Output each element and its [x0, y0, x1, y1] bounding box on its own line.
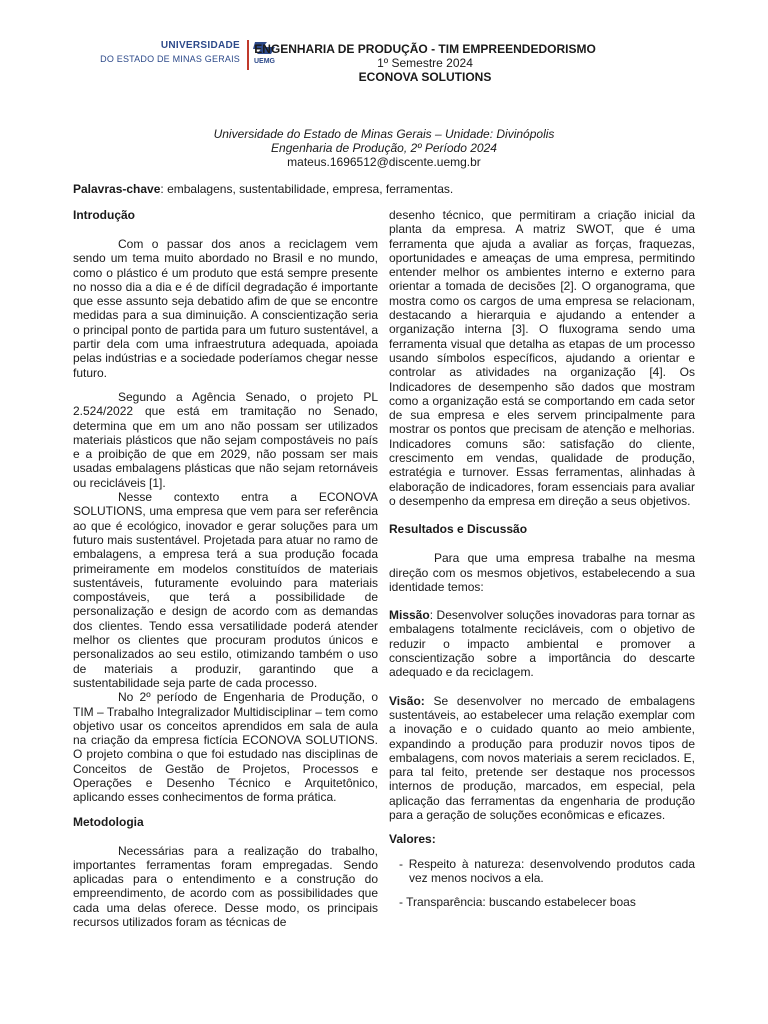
intro-heading: Introdução: [73, 208, 135, 222]
intro-paragraph-3: Nesse contexto entra a ECONOVA SOLUTIONS, uma empresa que vem para ser referência ao que é ecológico, inovador e gerar soluções para um futuro mais sustentável. Projetada para atuar no ramo de embalagens, a empresa terá a sua produção focada primeiramente em modelos constituídos de materiais sustentáveis, futuramente evoluindo para materiais compostáveis, que terá a possibilidade de personalização e design de acordo com as demandas dos clientes. Tendo essa versatilidade poderá atender melhor os clientes que procuram produtos únicos e personalizados ao seu estilo, otimizando também o uso de materiais a produzir, garantindo que a sustentabilidade seja parte de cada processo.: [73, 490, 378, 690]
intro-paragraph-1: Com o passar dos anos a reciclagem vem sendo um tema muito abordado no Brasil e no mundo, como o plástico é um produto que está sempre presente no nosso dia a dia e é de difícil degradação é importante que esse assunto seja debatido afim de que se encontre medidas para a sua diminuição. A conscientização seria o principal ponto de partida para um futuro sustentável, a partir dela com uma infraestrutura adequada, apoiada pelas indústrias e a sociedade poderíamos chegar nesse futuro.: [73, 237, 378, 380]
results-paragraph-1: Para que uma empresa trabalhe na mesma direção com os mesmos objetivos, estabelecendo a sua identidade temos:: [389, 551, 695, 594]
mission-statement: [389, 608, 695, 679]
vision-text: Se desenvolver no mercado de embalagens sustentáveis, ao estabelecer uma relação exemplar com a inovação e o cuidado quanto ao meio ambiente, expandindo a produção para produzir novos tipos de embalagens, com novos materiais a serem reciclados. E, para tal feito, pretende ser destaque nos processos internos de produção, marcados, em especial, pela aplicação das ferramentas da engenharia de produção para a geração de soluções econômicas e eficazes.: [389, 693, 695, 822]
method-paragraph-1-continued: desenho técnico, que permitiram a criação inicial da planta da empresa. A matriz SWOT, que é uma ferramenta que ajuda a avaliar as forças, fraquezas, oportunidades e ameaças de uma empresa, permitindo entender melhor os ambientes interno e externo para orientar a tomada de decisões [2]. O organograma, que mostra como os cargos de uma empresa se relacionam, destacando a hierarquia e ajudando a entender a organização interna [3]. O fluxograma sendo uma ferramenta visual que detalha as etapas de um processo usando símbolos específicos, ajudando a orientar e controlar as atividades na organização [4]. Os Indicadores de desempenho são dados que mostram como a organização está se comportando em cada setor de sua empresa e eles servem principalmente para mostrar os pontos que precisam de atenção e melhorias. Indicadores comuns são: satisfação do cliente, crescimento em vendas, qualidade de produção, estratégia e turnover. Essas ferramentas, alinhadas à elaboração de indicadores, foram essenciais para avaliar o desempenho da empresa em direção a seus objetivos.: [389, 208, 695, 508]
institution: Universidade do Estado de Minas Gerais – Unidade: Divinópolis: [213, 127, 555, 141]
values-label: Valores:: [389, 832, 436, 847]
logo-line-2: DO ESTADO DE MINAS GERAIS: [100, 54, 240, 64]
vision-label: Visão:: [389, 693, 425, 708]
keywords-text: : embalagens, sustentabilidade, empresa, ferramentas.: [160, 182, 454, 196]
header-titles: [245, 42, 605, 84]
emblem-text: UEMG: [254, 58, 275, 65]
logo-line-1: UNIVERSIDADE: [160, 40, 240, 51]
mission-label: Missão: [389, 608, 430, 623]
value-item-1: - Respeito à natureza: desenvolvendo produtos cada vez menos nocivos a ela.: [399, 856, 695, 885]
results-heading: Resultados e Discussão: [389, 522, 528, 537]
author-block: [120, 127, 648, 169]
university-logo: [50, 40, 240, 74]
intro-paragraph-4: No 2º período de Engenharia de Produção, o TIM – Trabalho Integralizador Multidisciplinar – tem como objetivo usar os conceitos aprendidos em sala de aula na criação da empresa fictícia ECONOVA SOLUTIONS. O projeto combina o que foi estudado nas disciplinas de Conceitos de Gestão de Projetos, Processos e Operações e Desenho Técnico e Arquitetônico, aplicando esses conhecimentos de forma prática.: [73, 690, 378, 805]
intro-paragraph-2: Segundo a Agência Senado, o projeto PL 2.524/2022 que está em tramitação no Senado, determina que em um ano não possam ser utilizados materiais plásticos que não sejam compostáveis no país e a proibição de que em 2029, não possam ser mais usadas embalagens plásticas que não sejam retornáveis ou recicláveis [1].: [73, 389, 378, 490]
method-heading: Metodologia: [73, 814, 144, 829]
right-column: [389, 208, 695, 909]
value-item-2: - Transparência: buscando estabelecer boas: [399, 895, 636, 910]
left-column: [73, 208, 378, 929]
semester: 1º Semestre 2024: [377, 56, 473, 70]
vision-statement: [389, 694, 695, 823]
document-header: [50, 38, 730, 90]
course: Engenharia de Produção, 2º Período 2024: [271, 141, 497, 155]
keywords: [73, 182, 697, 196]
mission-text: : Desenvolver soluções inovadoras para tornar as embalagens totalmente recicláveis, com o objetivo de reduzir o impacto ambiental e promover a conscientização sobre a importância do descarte adequado e da reciclagem.: [389, 608, 695, 680]
author-email: mateus.1696512@discente.uemg.br: [287, 155, 481, 169]
document-title: ENGENHARIA DE PRODUÇÃO - TIM EMPREENDEDORISMO: [254, 42, 596, 56]
company-name: ECONOVA SOLUTIONS: [358, 70, 492, 84]
method-paragraph-1: Necessárias para a realização do trabalho, importantes ferramentas foram empregadas. Sendo aplicadas para o entendimento e a construção do empreendimento, de acordo com as possibilidades que cada uma delas oferece. Desse modo, os principais recursos utilizados foram as técnicas de: [73, 843, 378, 930]
keywords-label: Palavras-chave: [73, 182, 161, 196]
